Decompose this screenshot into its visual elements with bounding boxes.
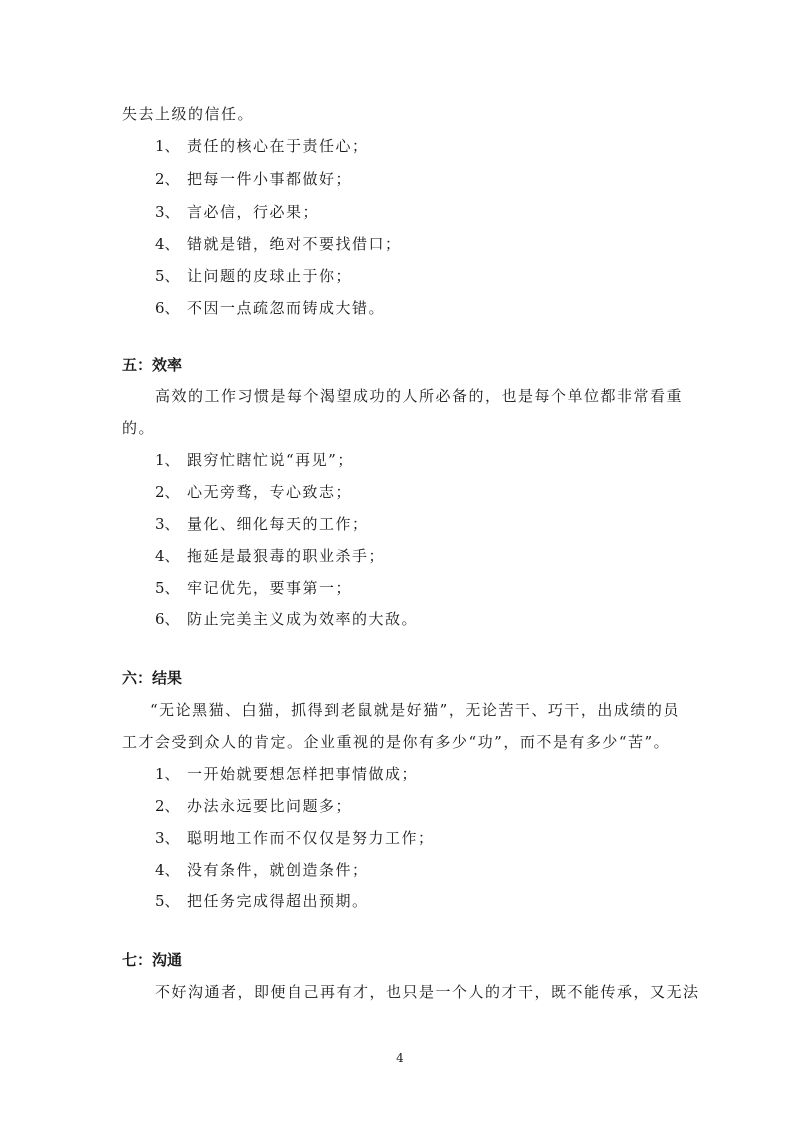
list-item-text: 责任的核心在于责任心； xyxy=(187,137,369,155)
section-intro-line: 高效的工作习惯是每个渴望成功的人所必备的，也是每个单位都非常看重 xyxy=(155,387,684,405)
list-item-number: 3、 xyxy=(155,515,180,533)
list-item xyxy=(155,450,354,470)
list-item xyxy=(155,860,369,880)
list-item-number: 5、 xyxy=(155,579,180,597)
list-item xyxy=(155,298,385,318)
list-item-text: 牢记优先，要事第一； xyxy=(187,579,353,597)
list-item-number: 6、 xyxy=(155,610,180,628)
list-item xyxy=(155,482,352,502)
list-item-number: 5、 xyxy=(155,267,180,285)
list-item xyxy=(155,828,435,848)
list-item-text: 量化、细化每天的工作； xyxy=(187,515,369,533)
list-item xyxy=(155,764,418,784)
list-item-text: 错就是错，绝对不要找借口； xyxy=(187,235,402,253)
list-item-number: 3、 xyxy=(155,829,180,847)
list-item xyxy=(155,202,319,222)
list-item-number: 1、 xyxy=(155,765,180,783)
section-heading-communication: 七：沟通 xyxy=(122,951,183,969)
list-item xyxy=(155,136,369,156)
section-intro-line: 工才会受到众人的肯定。企业重视的是你有多少“功”，而不是有多少“苦”。 xyxy=(122,733,671,751)
list-item xyxy=(155,891,369,911)
list-item-number: 2、 xyxy=(155,797,180,815)
list-item-number: 6、 xyxy=(155,299,180,317)
list-item-number: 5、 xyxy=(155,892,180,910)
section-intro-line: “无论黑猫、白猫，抓得到老鼠就是好猫”，无论苦干、巧干，出成绩的员 xyxy=(150,701,680,719)
list-item-text: 没有条件，就创造条件； xyxy=(187,861,369,879)
page-number: 4 xyxy=(396,1051,404,1065)
list-item-number: 4、 xyxy=(155,861,180,879)
list-item-text: 聪明地工作而不仅仅是努力工作； xyxy=(187,829,435,847)
list-item-number: 4、 xyxy=(155,235,180,253)
section-heading-efficiency: 五：效率 xyxy=(122,356,183,374)
list-item-text: 办法永远要比问题多； xyxy=(187,797,353,815)
continuation-line: 失去上级的信任。 xyxy=(122,105,255,123)
list-item-text: 言必信，行必果； xyxy=(187,203,320,221)
list-item-text: 一开始就要想怎样把事情做成； xyxy=(187,765,419,783)
list-item-text: 跟穷忙瞎忙说“再见”； xyxy=(187,451,354,469)
list-item xyxy=(155,546,385,566)
list-item-number: 1、 xyxy=(155,137,180,155)
list-item-number: 3、 xyxy=(155,203,180,221)
list-item-text: 心无旁骛，专心致志； xyxy=(187,483,353,501)
list-item-number: 1、 xyxy=(155,451,180,469)
list-item-text: 把每一件小事都做好； xyxy=(187,170,353,188)
list-item xyxy=(155,609,418,629)
list-item-text: 拖延是最狠毒的职业杀手； xyxy=(187,547,386,565)
list-item-text: 让问题的皮球止于你； xyxy=(187,267,353,285)
list-item-text: 把任务完成得超出预期。 xyxy=(187,892,369,910)
list-item-text: 不因一点疏忽而铸成大错。 xyxy=(187,299,386,317)
section-heading-results: 六：结果 xyxy=(122,669,183,687)
list-item-number: 2、 xyxy=(155,170,180,188)
list-item-number: 2、 xyxy=(155,483,180,501)
list-item xyxy=(155,796,352,816)
list-item xyxy=(155,514,369,534)
section-intro-line: 不好沟通者，即便自己再有才，也只是一个人的才干，既不能传承，又无法 xyxy=(155,983,700,1001)
list-item xyxy=(155,578,352,598)
list-item-number: 4、 xyxy=(155,547,180,565)
list-item xyxy=(155,266,352,286)
list-item xyxy=(155,169,352,189)
section-intro-line: 的。 xyxy=(122,419,156,437)
list-item-text: 防止完美主义成为效率的大敌。 xyxy=(187,610,419,628)
list-item xyxy=(155,234,402,254)
